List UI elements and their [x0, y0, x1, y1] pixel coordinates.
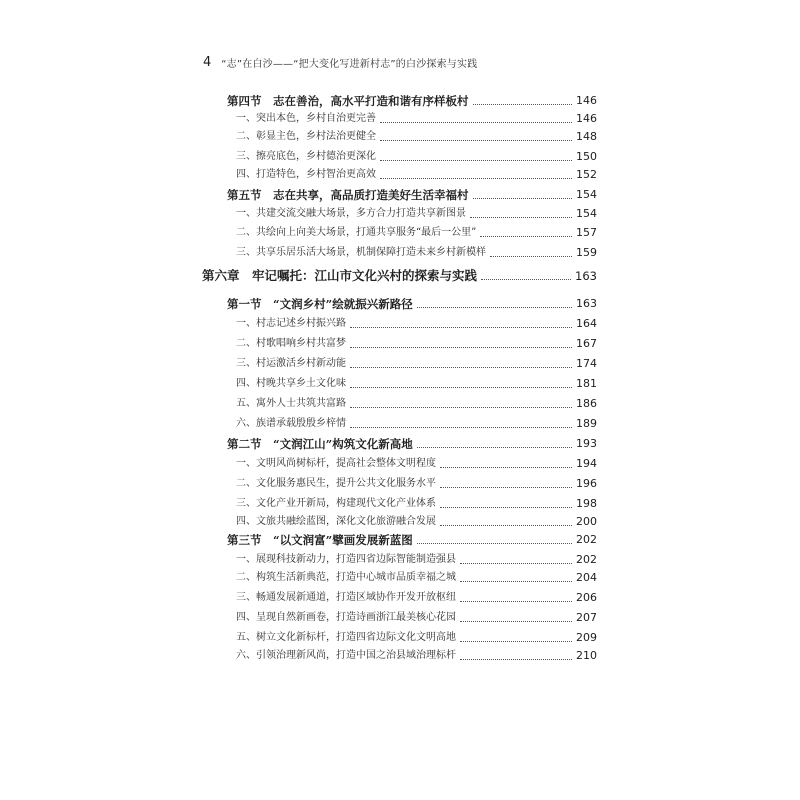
toc-item	[236, 645, 597, 663]
dot-leader	[350, 346, 572, 348]
toc-page-number: 154	[576, 188, 597, 201]
toc-item	[236, 333, 597, 351]
toc-item	[236, 549, 597, 567]
toc-item	[236, 353, 597, 371]
toc-page-number: 200	[576, 515, 597, 528]
toc-section-title: 第五节 志在共享，高品质打造美好生活幸福村	[227, 188, 469, 202]
toc-page-number: 193	[576, 437, 597, 450]
toc-item	[236, 607, 597, 625]
toc-item-title: 五、树立文化新标杆，打造四省边际文化文明高地	[236, 632, 456, 643]
toc-page-number: 159	[576, 246, 597, 259]
toc-item-title: 二、村歌唱响乡村共富梦	[236, 338, 346, 349]
dot-leader	[473, 197, 573, 199]
toc-page-number: 207	[576, 611, 597, 624]
dot-leader	[350, 366, 572, 368]
dot-leader	[417, 542, 572, 544]
dot-leader	[460, 640, 572, 642]
toc-page-number: 157	[576, 226, 597, 239]
dot-leader	[460, 600, 572, 602]
toc-page-number: 194	[576, 457, 597, 470]
toc-item-title: 二、文化服务惠民生，提升公共文化服务水平	[236, 478, 436, 489]
dot-leader	[380, 139, 572, 141]
toc-item-title: 三、村运激活乡村新动能	[236, 358, 346, 369]
dot-leader	[380, 177, 572, 179]
toc-item-title: 二、彰显主色，乡村法治更健全	[236, 131, 376, 142]
toc-page-number: 204	[576, 571, 597, 584]
toc-section-title: 第四节 志在善治，高水平打造和谐有序样板村	[227, 94, 469, 108]
dot-leader	[350, 326, 572, 328]
toc-item	[236, 473, 597, 491]
toc-page-number: 206	[576, 591, 597, 604]
toc-item	[236, 222, 597, 240]
toc-item-title: 四、文旅共融绘蓝图，深化文化旅游融合发展	[236, 516, 436, 527]
toc-item-title: 三、共享乐居乐活大场景，机制保障打造未来乡村新模样	[236, 247, 486, 258]
toc-page-number: 150	[576, 150, 597, 163]
toc-item-title: 四、呈现自然新画卷，打造诗画浙江最美核心花园	[236, 612, 456, 623]
toc-item-title: 五、寓外人士共筑共富路	[236, 398, 346, 409]
toc-item-title: 一、共建交流交融大场景，多方合力打造共享新图景	[236, 208, 466, 219]
toc-item	[236, 242, 597, 260]
toc-item	[236, 587, 597, 605]
toc-page-number: 164	[576, 317, 597, 330]
toc-page-number: 209	[576, 631, 597, 644]
toc-item-title: 二、构筑生活新典范，打造中心城市品质幸福之城	[236, 572, 456, 583]
dot-leader	[480, 235, 572, 237]
toc-section	[227, 90, 597, 108]
toc-page-number: 202	[576, 553, 597, 566]
toc-item	[236, 627, 597, 645]
toc-item-title: 三、文化产业开新局，构建现代文化产业体系	[236, 498, 436, 509]
toc-item	[236, 108, 597, 126]
dot-leader	[460, 562, 572, 564]
toc-page-number: 163	[575, 269, 597, 283]
toc-chapter	[202, 265, 597, 283]
toc-chapter-title: 第六章 牢记嘱托：江山市文化兴村的探索与实践	[202, 268, 478, 283]
toc-item	[236, 164, 597, 182]
toc-section	[227, 433, 597, 451]
toc-page-number: 163	[576, 297, 597, 310]
dot-leader	[460, 620, 572, 622]
toc-item	[236, 373, 597, 391]
dot-leader	[440, 466, 572, 468]
toc-item	[236, 453, 597, 471]
toc-item-title: 一、突出本色，乡村自治更完善	[236, 113, 376, 124]
toc-page-number: 146	[576, 94, 597, 107]
toc-page-number: 181	[576, 377, 597, 390]
page-number: 4	[203, 54, 212, 70]
running-title: “志”在白沙——“把大变化写进新村志”的白沙探索与实践	[221, 58, 478, 70]
toc-item-title: 六、族谱承载殷殷乡梓情	[236, 418, 346, 429]
toc-item-title: 二、共绘向上向美大场景，打通共享服务“最后一公里”	[236, 227, 477, 238]
toc-item-title: 六、引领治理新风尚，打造中国之治县域治理标杆	[236, 650, 456, 661]
toc-page-number: 210	[576, 649, 597, 662]
toc-item-title: 一、展现科技新动力，打造四省边际智能制造强县	[236, 554, 456, 565]
toc-item-title: 四、打造特色，乡村智治更高效	[236, 169, 376, 180]
toc-item-title: 三、畅通发展新通道，打造区域协作开发开放枢纽	[236, 592, 456, 603]
toc-page-number: 146	[576, 112, 597, 125]
toc-page-number: 152	[576, 168, 597, 181]
toc-item	[236, 413, 597, 431]
toc-section	[227, 293, 597, 311]
dot-leader	[481, 278, 571, 280]
toc-page-number: 174	[576, 357, 597, 370]
toc-item	[236, 567, 597, 585]
toc-item-title: 一、村志记述乡村振兴路	[236, 318, 346, 329]
toc-item-title: 四、村晚共享乡土文化味	[236, 378, 346, 389]
toc-item	[236, 203, 597, 221]
dot-leader	[417, 446, 572, 448]
toc-page-number: 148	[576, 130, 597, 143]
dot-leader	[440, 506, 572, 508]
toc-page-number: 196	[576, 477, 597, 490]
toc-section	[227, 529, 597, 547]
dot-leader	[460, 658, 572, 660]
toc-section	[227, 184, 597, 202]
toc-item	[236, 126, 597, 144]
toc-item-title: 三、擦亮底色，乡村德治更深化	[236, 151, 376, 162]
toc-item	[236, 313, 597, 331]
dot-leader	[380, 121, 572, 123]
toc-item	[236, 511, 597, 529]
toc-page-number: 186	[576, 397, 597, 410]
dot-leader	[460, 580, 572, 582]
toc-page-number: 198	[576, 497, 597, 510]
dot-leader	[470, 216, 572, 218]
dot-leader	[350, 406, 572, 408]
dot-leader	[490, 255, 572, 257]
dot-leader	[473, 103, 573, 105]
toc-page-number: 202	[576, 533, 597, 546]
toc-section-title: 第三节 “以文润富”擘画发展新蓝图	[227, 533, 413, 547]
dot-leader	[380, 159, 572, 161]
toc-section-title: 第二节 “文润江山”构筑文化新高地	[227, 437, 413, 451]
toc-item	[236, 493, 597, 511]
dot-leader	[350, 386, 572, 388]
dot-leader	[440, 524, 572, 526]
toc-item	[236, 393, 597, 411]
toc-item-title: 一、文明风尚树标杆，提高社会整体文明程度	[236, 458, 436, 469]
toc-page-number: 154	[576, 207, 597, 220]
dot-leader	[350, 426, 572, 428]
toc-page-number: 167	[576, 337, 597, 350]
toc-section-title: 第一节 “文润乡村”绘就振兴新路径	[227, 297, 413, 311]
toc-item	[236, 146, 597, 164]
dot-leader	[440, 486, 572, 488]
page-header	[203, 53, 477, 71]
dot-leader	[417, 306, 572, 308]
toc-page-number: 189	[576, 417, 597, 430]
